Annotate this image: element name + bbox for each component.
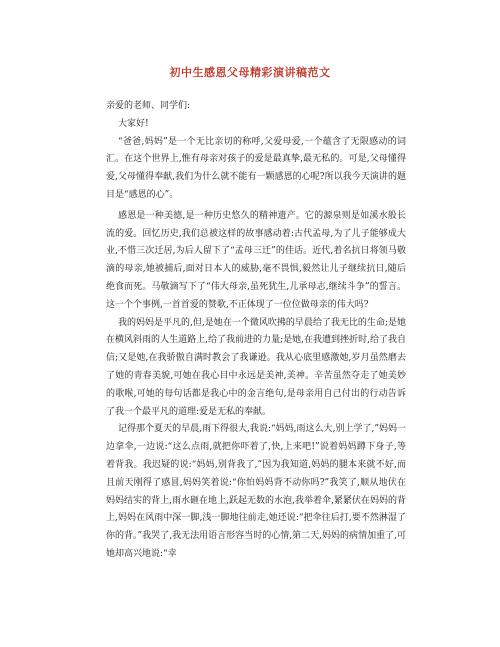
paragraph: 感恩是一种美德,是一种历史悠久的精神遗产。它的源泉则是如溪水般长流的爱。回忆历史,我们总被这样的故事感动着:古代孟母,为了儿子能够成大业,不惜三次迁居,为后人留下了“孟母三迁”的佳话。近代,着名抗日将领马敬滴的母亲,她被捕后,面对日本人的威胁,毫不畏惧,毅然让儿子继续抗日,随后绝食而死。马敬滴写下了“伟大母亲,虽死犹生,儿承母志,继续斗争”的誓言。这一个个事例,一首首爱的赞歌,不正体现了一位位做母亲的伟大吗? — [106, 210, 406, 310]
document-title: 初中生感恩父母精彩演讲稿范文 — [169, 66, 331, 79]
paragraph: 记得那个夏天的早晨,雨下得很大,我说:“妈妈,雨这么大,别上学了,”妈妈一边拿伞,一边说:“这么点雨,就把你吓着了,快,上来吧!”说着妈妈蹲下身子,等着背我。我迟疑的说:“妈妈,别背我了,”因为我知道,妈妈的腿本来就不好,而且前天刚得了感冒,妈妈笑着说:“你怕妈妈背不动你吗?”我笑了,顺从地伏在妈妈结实的背上,雨水砸在地上,跃起无数的水泡,我举着伞,紧紧伏在妈妈的背上,妈妈在风雨中深一脚,浅一脚地往前走,她还说:“把伞往后打,要不然淋湿了你的背。”我哭了,我无法用语言形容当时的心情,第二天,妈妈的病情加重了,可她却高兴地说:“幸 — [106, 424, 406, 559]
hello-line: 大家好! — [118, 118, 149, 129]
document-body — [106, 98, 406, 564]
paragraph: “爸爸,妈妈”是一个无比亲切的称呼,父爱母爱,一个蕴含了无限感动的词汇。在这个世界上,惟有母亲对孩子的爱是最真挚,最无私的。可是,父母懂得爱,父母懂得奉献,我们为什么就不能有一颗感恩的心呢?所以我今天演讲的题目是“感恩的心”。 — [106, 136, 406, 200]
greeting: 亲爱的老师、同学们: — [106, 101, 191, 111]
paragraph: 我的妈妈是平凡的,但,是她在一个微风吹拂的早晨给了我无比的生命;是她在横风斜雨的人生道路上,给了我前进的力量;是她,在我遭到挫折时,给了我自信;又是她,在我骄傲自满时教会了我谦逊。我从心底里感激她,岁月虽然磨去了她的青春美貌,可她在我心目中永远是美神,美神。辛苦虽然夺走了她美妙的歌喉,可她的每句话都是我心中的金言绝句,是母亲用自己付出的行动告诉了我一个最平凡的道理:爱是无私的奉献。 — [106, 317, 406, 417]
